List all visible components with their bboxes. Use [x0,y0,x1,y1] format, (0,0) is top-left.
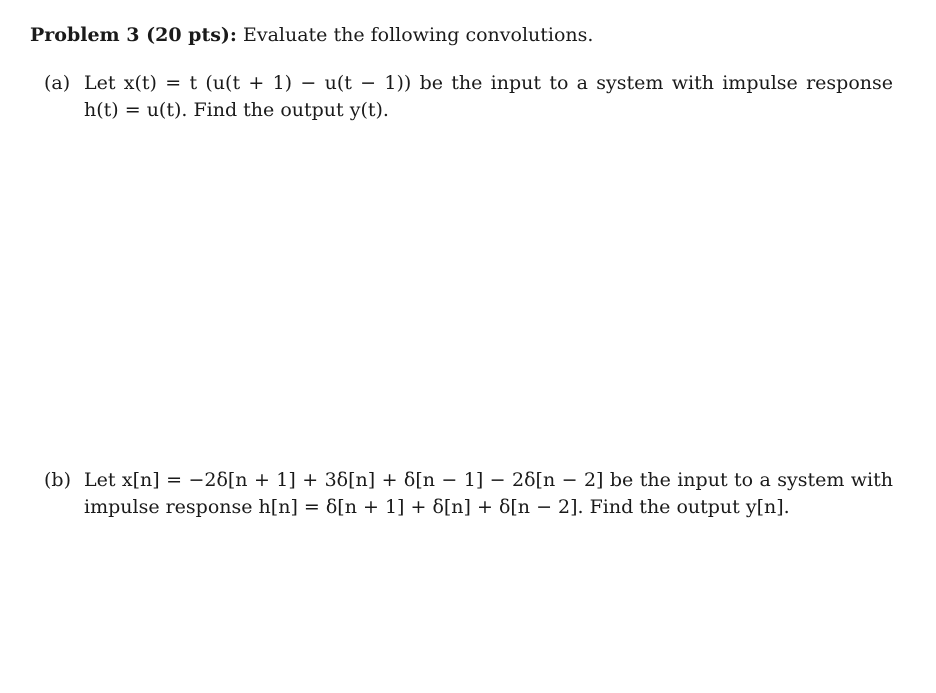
part-b-line-2: impulse response h[n] = δ[n + 1] + δ[n] + δ[n − 2]. Find the output y[n]. [84,496,790,518]
part-b-line-1: Let x[n] = −2δ[n + 1] + 3δ[n] + δ[n − 1] − 2δ[n − 2] be the input to a system with [84,469,893,491]
part-b-label: (b) [44,469,71,491]
part-a [44,70,893,124]
part-a-line-1: Let x(t) = t (u(t + 1) − u(t − 1)) be the input to a system with impulse response [84,72,893,94]
part-a-line-2: h(t) = u(t). Find the output y(t). [84,99,389,121]
part-b [44,467,893,521]
problem-instruction: Evaluate the following convolutions. [242,24,594,46]
part-a-label: (a) [44,72,71,94]
problem-heading [30,22,593,48]
problem-title: Problem 3 (20 pts): [30,24,237,46]
